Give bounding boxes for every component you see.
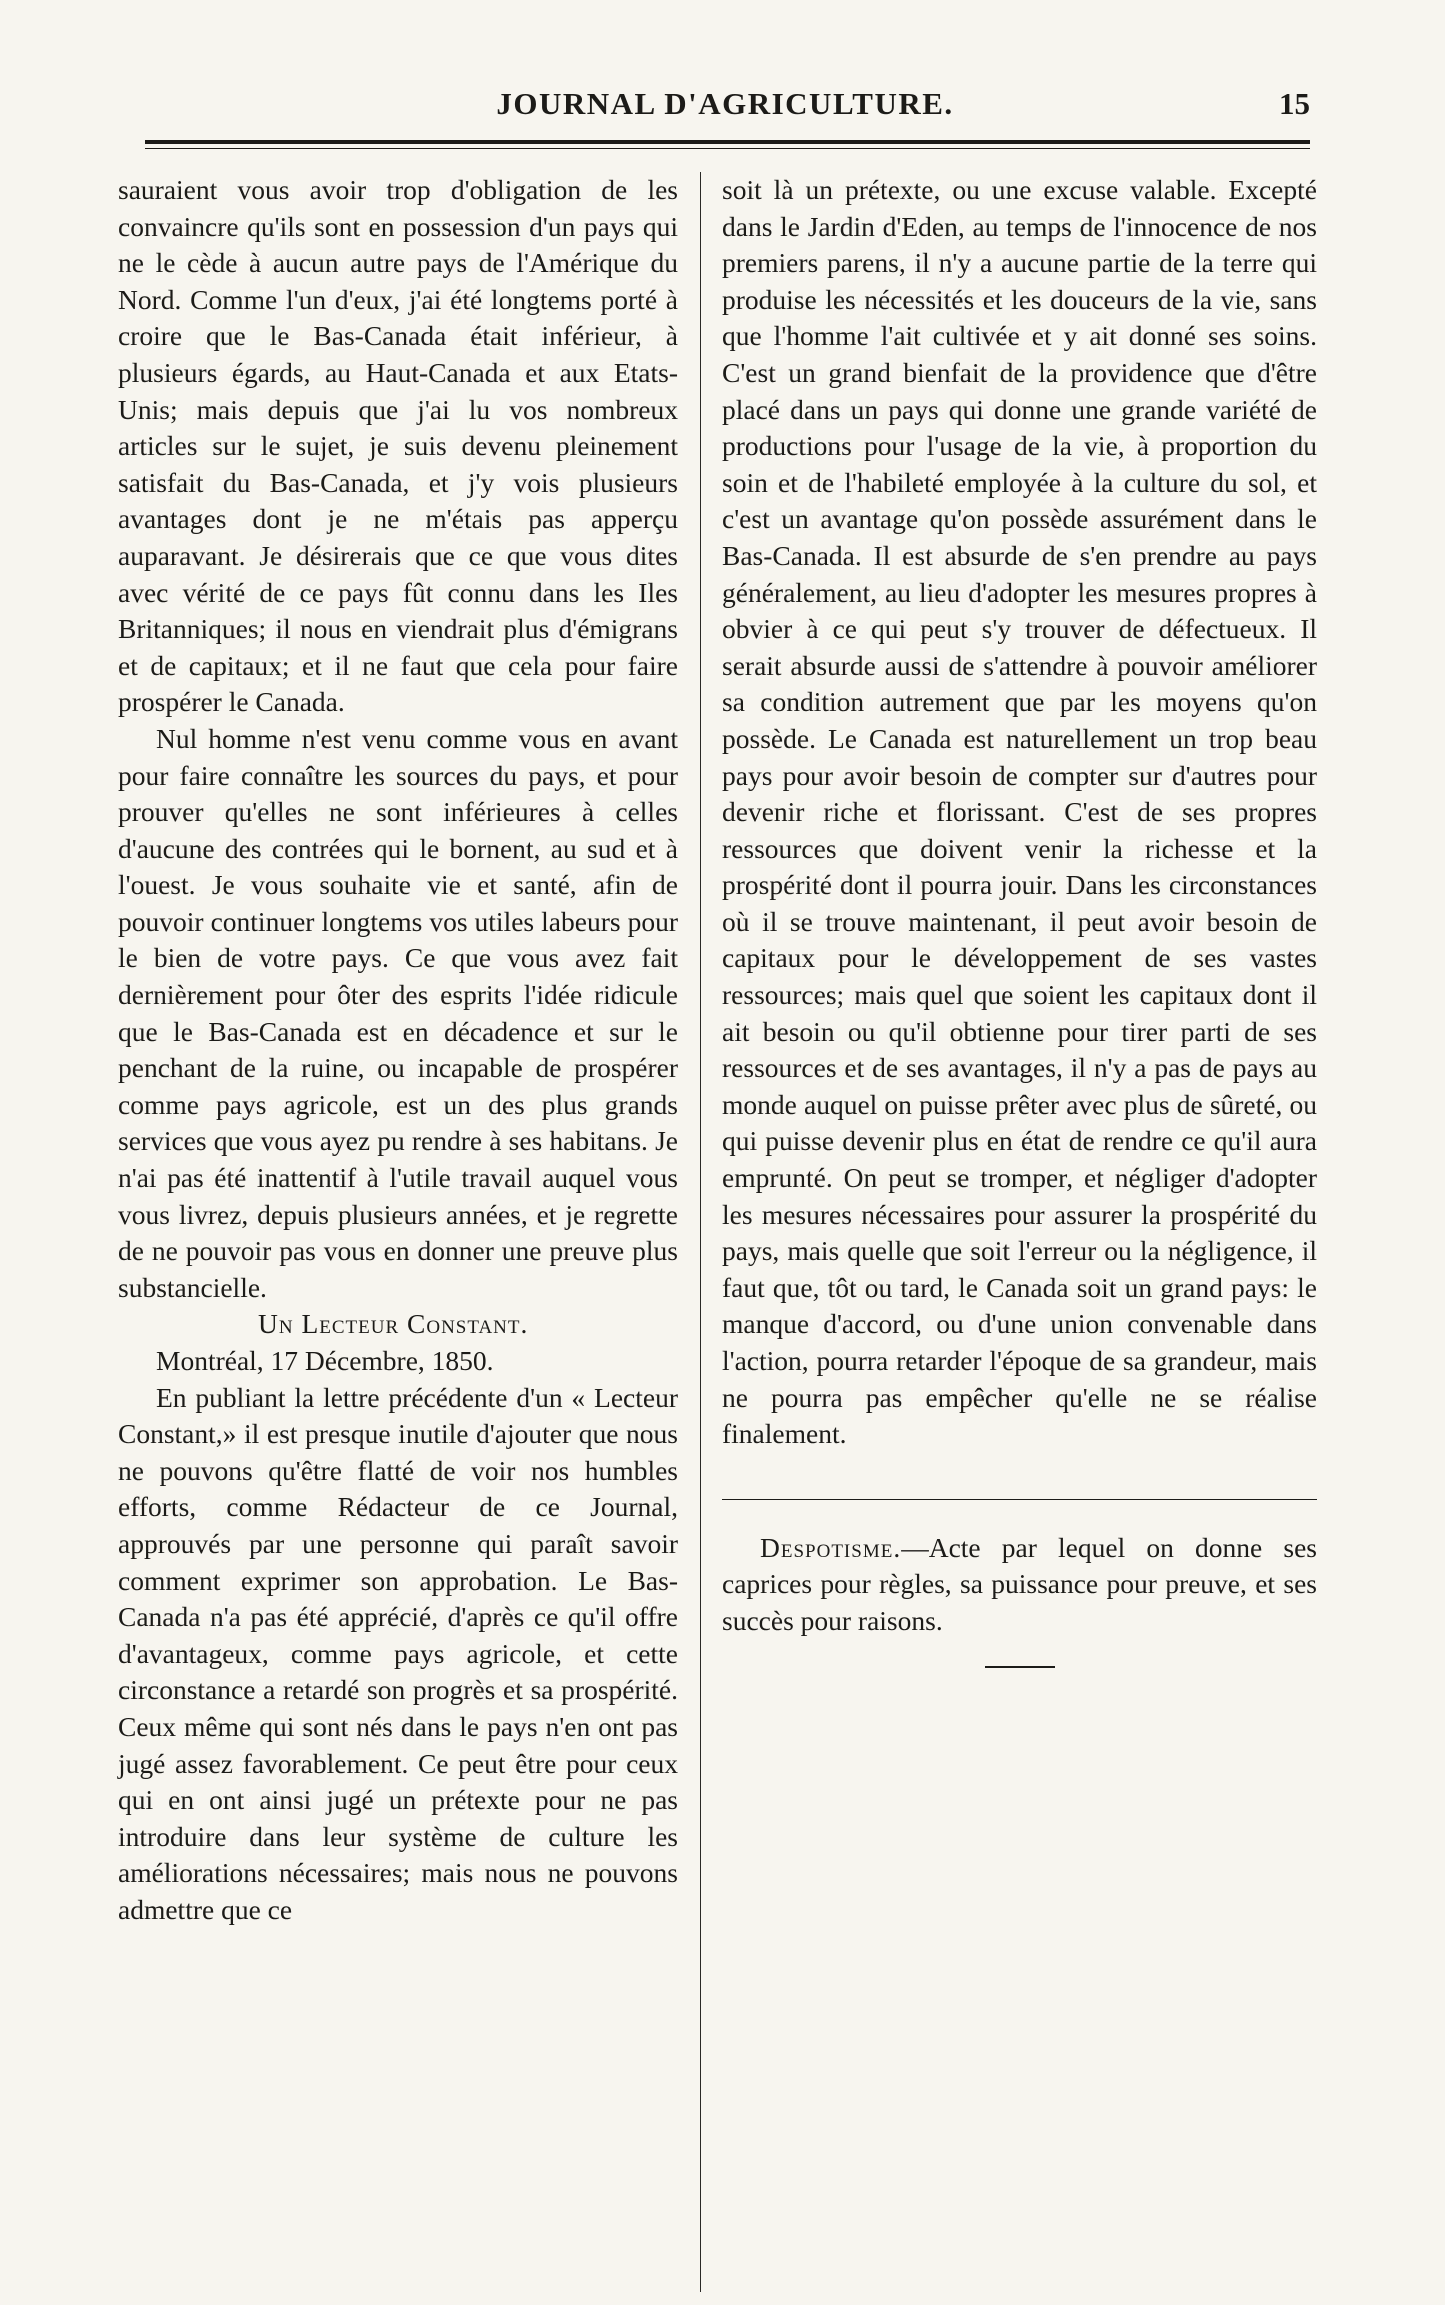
letter-paragraph-1: sauraient vous avoir trop d'obligation de les convaincre qu'ils sont en possession d'un pays qui ne le cède à aucun autre pays de l'Amérique du Nord. Comme l'un d'eux, j'ai été longtems porté à croire que le Bas-Canada était inférieur, à plusieurs égards, au Haut-Canada et aux Etats-Unis; mais depuis que j'ai lu vos nombreux articles sur le sujet, je suis devenu pleinement satisfait du Bas-Canada, et j'y vois plusieurs avantages dont je ne m'étais pas apperçu auparavant. Je désirerais que ce que vous dites avec vérité de ce pays fût connu dans les Iles Britanniques; il nous en viendrait plus d'émigrans et de capitaux; et il ne faut que cela pour faire prospérer le Canada.	[118, 174, 678, 718]
definition-text: —Acte par lequel on donne ses caprices pour règles, sa puissance pour preuve, et ses succès pour raisons.	[722, 1531, 1317, 1636]
journal-title: JOURNAL D'AGRICULTURE.	[496, 86, 954, 121]
letter-paragraph-2: Nul homme n'est venu comme vous en avant pour faire connaître les sources du pays, et pour prouver qu'elles ne sont inférieures à celles d'aucune des contrées qui le bornent, au sud et à l'ouest. Je vous souhaite vie et santé, afin de pouvoir continuer longtems vos utiles labeurs pour le bien de votre pays. Ce que vous avez fait dernièrement pour ôter des esprits l'idée ridicule que le Bas-Canada est en décadence et sur le penchant de la ruine, ou incapable de prospérer comme pays agricole, est un des plus grands services que vous ayez pu rendre à ses habitans. Je n'ai pas été inattentif à l'utile travail auquel vous vous livrez, depuis plusieurs années, et je regrette de ne pouvoir pas vous en donner une preuve plus substancielle.	[118, 722, 678, 1303]
header-rule-thin	[145, 148, 1310, 149]
header-rule-thick	[145, 140, 1310, 144]
letter-place-date: Montréal, 17 Décembre, 1850.	[156, 1345, 494, 1376]
end-rule	[985, 1666, 1055, 1668]
editor-paragraph: En publiant la lettre précédente d'un « Lecteur Constant,» il est presque inutile d'ajouter que nous ne pouvons qu'être flatté de voir nos humbles efforts, comme Rédacteur de ce Journal, approuvés par une personne qui paraît savoir comment exprimer son approbation. Le Bas-Canada n'a pas été apprécié, d'après ce qu'il offre d'avantageux, comme pays agricole, et cette circonstance a retardé son progrès et sa prospérité. Ceux même qui sont nés dans le pays n'en ont pas jugé assez favorablement. Ce peut être pour ceux qui en ont ainsi jugé un prétexte pour ne pas introduire dans leur système de culture les améliorations nécessaires; mais nous ne pouvons admettre que ce	[118, 1381, 678, 1925]
section-rule	[722, 1499, 1317, 1500]
right-column	[722, 172, 1317, 1668]
column-divider	[700, 172, 701, 2292]
page-number: 15	[1279, 86, 1310, 121]
definition-term: Despotisme.	[760, 1531, 902, 1563]
left-column	[118, 172, 678, 1929]
definition-paragraph	[722, 1530, 1317, 1640]
letter-signature: Un Lecteur Constant.	[258, 1308, 529, 1340]
editor-paragraph-continued: soit là un prétexte, ou une excuse valable. Excepté dans le Jardin d'Eden, au temps de l'innocence de nos premiers parens, il n'y a aucune partie de la terre qui produise les nécessités et les douceurs de la vie, sans que l'homme l'ait cultivée et y ait donné ses soins. C'est un grand bienfait de la providence que d'être placé dans un pays qui donne une grande variété de productions pour l'usage de la vie, à proportion du soin et de l'habileté employée à la culture du sol, et c'est un avantage qu'on possède assurément dans le Bas-Canada. Il est absurde de s'en prendre au pays généralement, au lieu d'adopter les mesures propres à obvier à ce qui peut s'y trouver de défectueux. Il serait absurde aussi de s'attendre à pouvoir améliorer sa condition autrement que par les moyens qu'on possède. Le Canada est naturellement un trop beau pays pour avoir besoin de compter sur d'autres pour devenir riche et florissant. C'est de ses propres ressources que doivent venir la richesse et la prospérité dont il pourra jouir. Dans les circonstances où il se trouve maintenant, il peut avoir besoin de capitaux pour le développement de ses vastes ressources; mais quel que soient les capitaux dont il ait besoin ou qu'il obtienne pour tirer parti de ses ressources et de ses avantages, il n'y a pas de pays au monde auquel on puisse prêter avec plus de sûreté, ou qui puisse devenir plus en état de rendre ce qu'il aura emprunté. On peut se tromper, et négliger d'adopter les mesures nécessaires pour assurer la prospérité du pays, mais quelle que soit l'erreur ou la négligence, il faut que, tôt ou tard, le Canada soit un grand pays: le manque d'accord, ou d'une union convenable dans l'action, pourra retarder l'époque de sa grandeur, mais ne pourra pas empêcher qu'elle ne se réalise finalement.	[722, 174, 1317, 1450]
running-head	[140, 86, 1310, 136]
